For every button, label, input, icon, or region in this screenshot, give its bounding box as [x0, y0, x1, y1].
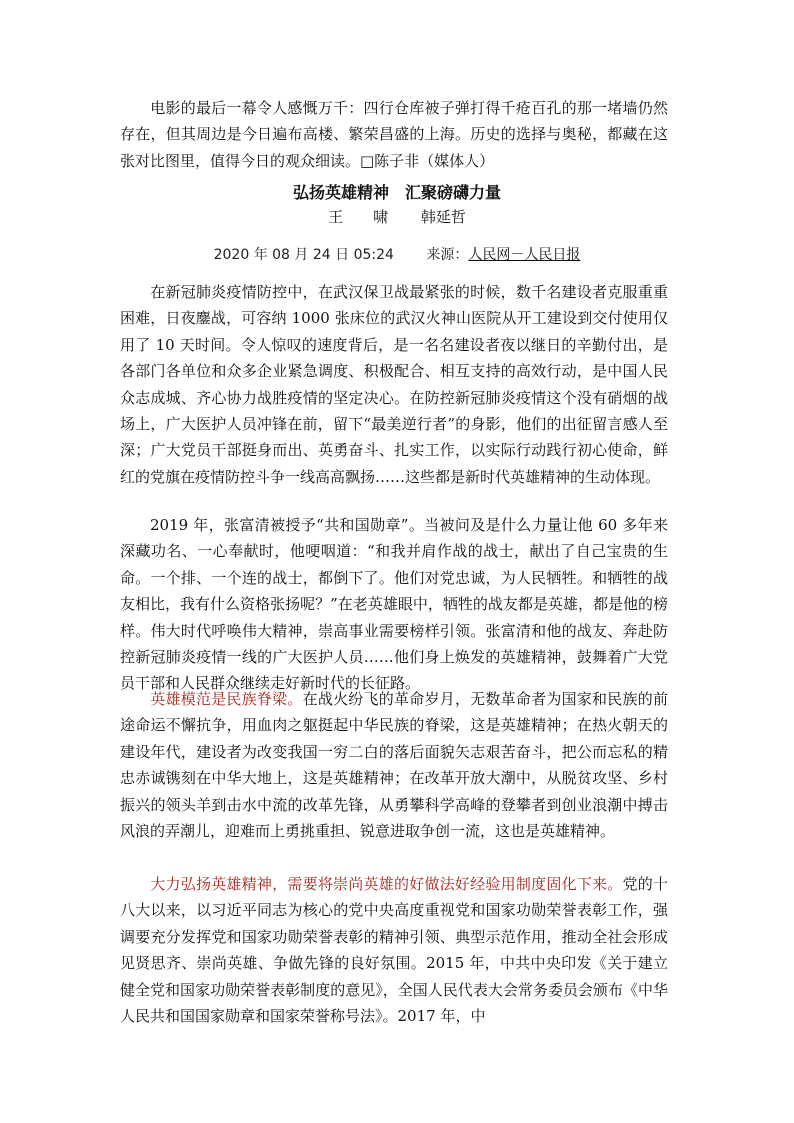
- paragraph-text: 在战火纷飞的革命岁月，无数革命者为国家和民族的前途命运不懈抗争，用血肉之躯挺起中华民族的脊梁，这是英雄精神；在热火朝天的建设年代，建设者为改变我国一穷二白的落后面貌矢志艰苦奋斗，把公而忘私的精忠赤诚镌刻在中华大地上，这是英雄精神；在改革开放大潮中，从脱贫攻坚、乡村振兴的领头羊到击水中流的改革先锋，从勇攀科学高峰的登攀者到创业浪潮中搏击风浪的弄潮儿，迎难而上勇挑重担、锐意进取争创一流，这也是英雄精神。: [120, 690, 668, 841]
- paragraph-lead-highlight: 英雄模范是民族脊梁。: [150, 690, 303, 708]
- preceding-article-text: 电影的最后一幕令人感慨万千：四行仓库被子弹打得千疮百孔的那一堵墙仍然存在，但其周边是今日遍布高楼、繁荣昌盛的上海。历史的选择与奥秘，都藏在这张对比图里，值得今日的观众细读。□陈子非（媒体人）: [120, 99, 668, 170]
- article-authors: [0, 205, 794, 229]
- author-name: 王 啸: [328, 208, 389, 226]
- publish-date: 2020 年 08 月 24 日 05:24: [213, 247, 394, 263]
- article-paragraph: [120, 279, 668, 490]
- article-paragraph: [120, 686, 668, 844]
- preceding-article-paragraph: [120, 95, 668, 174]
- paragraph-lead-highlight: 大力弘扬英雄精神，需要将崇尚英雄的好做法好经验用制度固化下来。: [150, 875, 623, 893]
- article-meta: [0, 244, 794, 266]
- paragraph-text: 在新冠肺炎疫情防控中，在武汉保卫战最紧张的时候，数千名建设者克服重重困难，日夜鏖战，可容纳 1000 张床位的武汉火神山医院从开工建设到交付使用仅用了 10 天时间。令人惊叹的速度背后，是一名名建设者夜以继日的辛勤付出，是各部门各单位和众多企业紧急调度、积极配合、相互支持的高效行动，是中国人民众志成城、齐心协力战胜疫情的坚定决心。在防控新冠肺炎疫情这个没有硝烟的战场上，广大医护人员冲锋在前，留下“最美逆行者”的身影，他们的出征留言感人至深；广大党员干部挺身而出、英勇奋斗、扎实工作，以实际行动践行初心使命，鲜红的党旗在疫情防控斗争一线高高飘扬……这些都是新时代英雄精神的生动体现。: [120, 283, 668, 486]
- author-name: 韩延哲: [420, 208, 466, 226]
- article-paragraph: [120, 871, 668, 1029]
- paragraph-text: 党的十八大以来，以习近平同志为核心的党中央高度重视党和国家功勋荣誉表彰工作，强调要充分发挥党和国家功勋荣誉表彰的精神引领、典型示范作用，推动全社会形成见贤思齐、崇尚英雄、争做先锋的良好氛围。2015 年，中共中央印发《关于建立健全党和国家功勋荣誉表彰制度的意见》，全国人民代表大会常务委员会颁布《中华人民共和国国家勋章和国家荣誉称号法》。2017 年，中: [120, 875, 668, 1026]
- source-link[interactable]: 人民网－人民日报: [468, 247, 581, 263]
- paragraph-text: 2019 年，张富清被授予“共和国勋章”。当被问及是什么力量让他 60 多年来深藏功名、一心奉献时，他哽咽道：“和我并肩作战的战士，献出了自己宝贵的生命。一个排、一个连的战士，都倒下了。他们对党忠诚，为人民牺牲。和牺牲的战友相比，我有什么资格张扬呢？”在老英雄眼中，牺牲的战友都是英雄，都是他的榜样。伟大时代呼唤伟大精神，崇高事业需要榜样引领。张富清和他的战友、奔赴防控新冠肺炎疫情一线的广大医护人员……他们身上焕发的英雄精神，鼓舞着广大党员干部和人民群众继续走好新时代的长征路。: [120, 516, 668, 693]
- article-title: 弘扬英雄精神 汇聚磅礴力量: [292, 183, 501, 202]
- source-label: 来源：: [426, 247, 469, 263]
- article-paragraph: [120, 512, 668, 697]
